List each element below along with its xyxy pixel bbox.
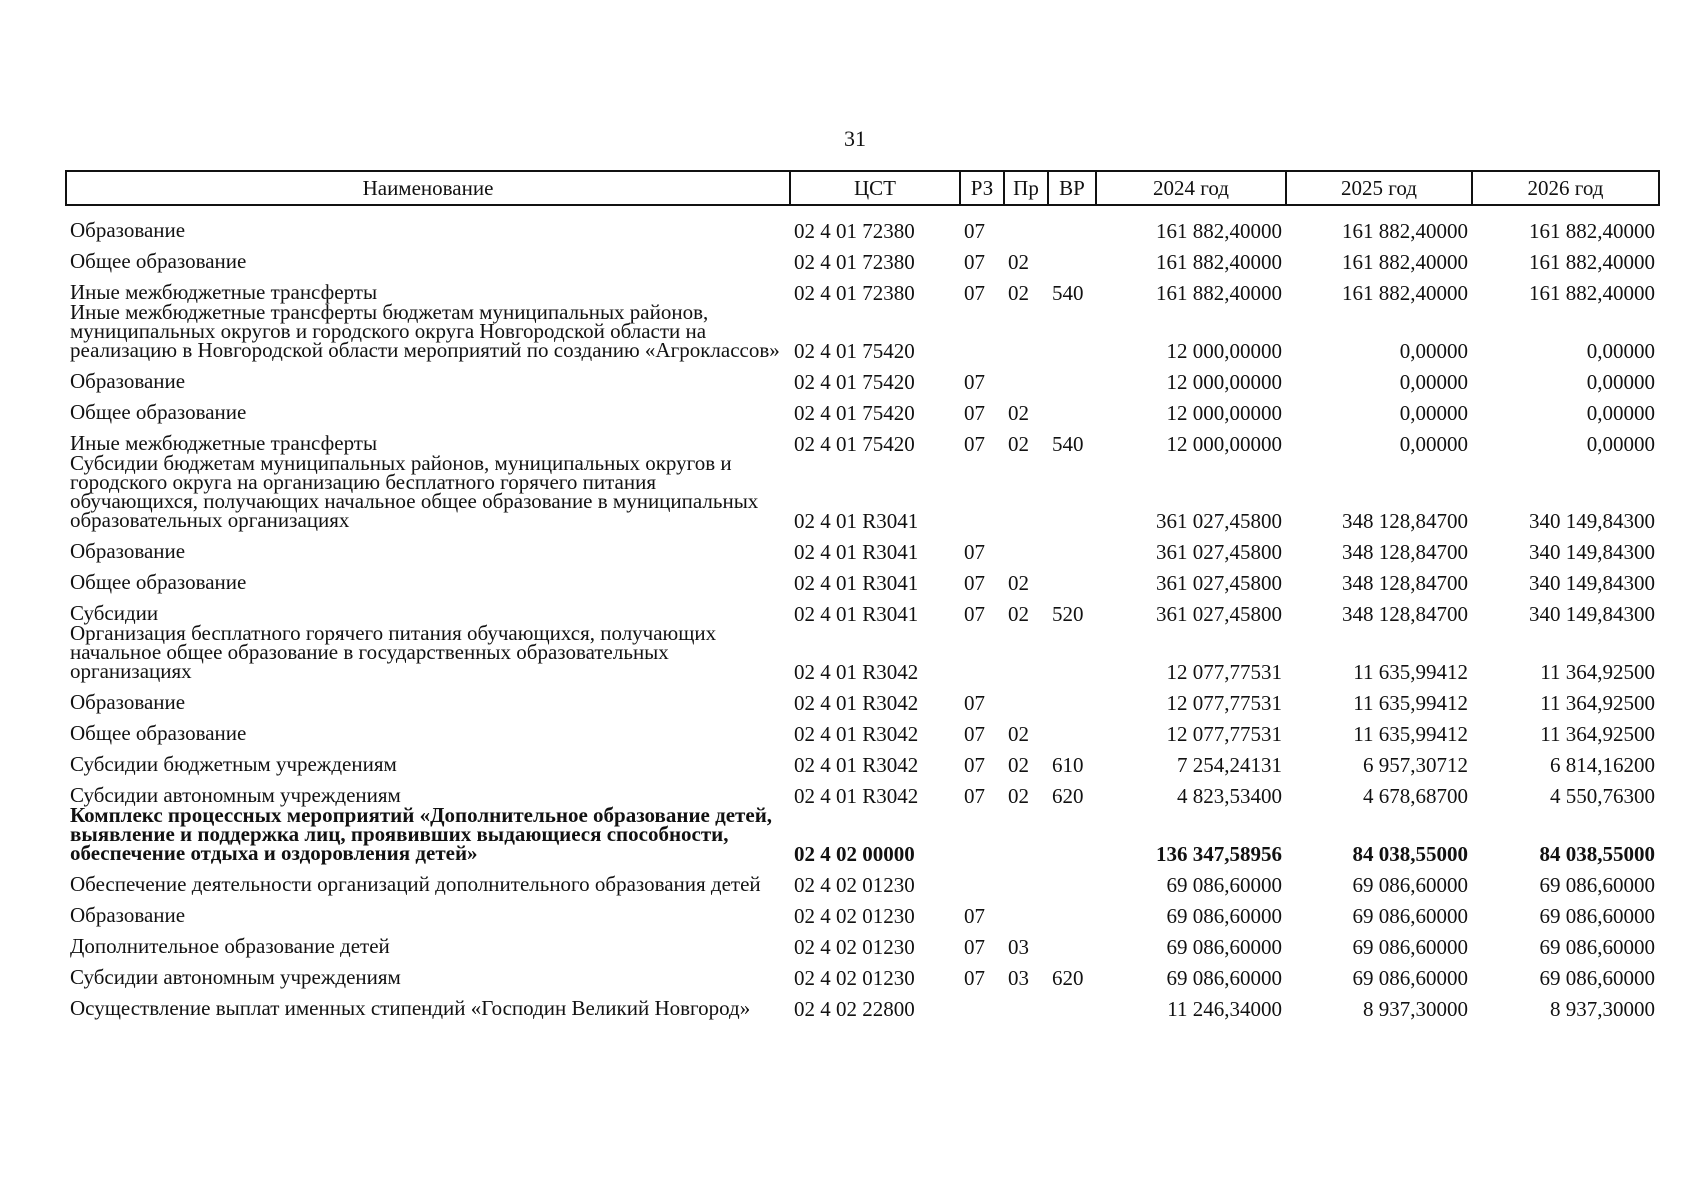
cell-2026: 161 882,40000 <box>1529 281 1655 305</box>
cell-2024: 12 000,00000 <box>1166 370 1282 394</box>
cell-cst: 02 4 02 01230 <box>794 935 915 959</box>
cell-2024: 69 086,60000 <box>1166 966 1282 990</box>
cell-name: Образование <box>70 218 186 242</box>
cell-2025: 69 086,60000 <box>1352 935 1468 959</box>
cell-2026: 11 364,92500 <box>1540 722 1655 746</box>
cell-name: Субсидии бюджетам муниципальных районов, муниципальных округов и городского округа на организацию бесплатного горячего питания обучающихся, получающих начальное общее образование в муниципальных образовательных организациях <box>70 451 759 532</box>
cell-2024: 12 077,77531 <box>1166 660 1282 684</box>
cell-rz: 07 <box>964 401 985 425</box>
cell-cst: 02 4 01 72380 <box>794 250 915 274</box>
cell-pr <box>1004 864 1048 895</box>
cell-pr: 02 <box>1008 753 1029 777</box>
cell-cst: 02 4 01 R3042 <box>794 722 919 746</box>
cell-rz <box>960 864 1004 895</box>
cell-cst: 02 4 01 R3041 <box>794 509 919 533</box>
cell-2025: 69 086,60000 <box>1352 873 1468 897</box>
cell-vr <box>1048 806 1096 864</box>
cell-2024: 12 077,77531 <box>1166 691 1282 715</box>
cell-2026: 69 086,60000 <box>1539 966 1655 990</box>
cell-2024: 69 086,60000 <box>1166 904 1282 928</box>
cell-cst: 02 4 01 72380 <box>794 219 915 243</box>
cell-2024: 12 077,77531 <box>1166 722 1282 746</box>
cell-2026: 0,00000 <box>1586 339 1655 363</box>
cell-2024: 11 246,34000 <box>1167 997 1282 1021</box>
cell-2024: 12 000,00000 <box>1166 401 1282 425</box>
cell-name: Иные межбюджетные трансферты бюджетам муниципальных районов, муниципальных округов и городского округа Новгородской области на реализацию в Новгородской области мероприятий по созданию «Агроклассов» <box>70 300 780 362</box>
table-row <box>66 957 1659 988</box>
cell-pr <box>1004 454 1048 531</box>
table-row <box>66 682 1659 713</box>
cell-pr <box>1004 895 1048 926</box>
table-row <box>66 926 1659 957</box>
header-row <box>66 171 1659 205</box>
cell-pr: 02 <box>1008 602 1029 626</box>
cell-rz: 07 <box>964 935 985 959</box>
cell-rz: 07 <box>964 753 985 777</box>
cell-cst: 02 4 02 00000 <box>794 842 915 866</box>
cell-rz: 07 <box>964 540 985 564</box>
table-row <box>66 895 1659 926</box>
cell-2025: 348 128,84700 <box>1342 540 1468 564</box>
cell-2024: 12 000,00000 <box>1166 339 1282 363</box>
cell-vr: 540 <box>1052 281 1084 305</box>
cell-vr <box>1048 988 1096 1019</box>
cell-name: Комплекс процессных мероприятий «Дополнительное образование детей, выявление и поддержка лиц, проявивших выдающиеся способности, обеспечение отдыха и оздоровления детей» <box>70 803 773 865</box>
table-row <box>66 272 1659 303</box>
budget-table <box>65 170 1660 1019</box>
column-header-rz: РЗ <box>960 171 1004 205</box>
cell-vr <box>1048 926 1096 957</box>
cell-rz: 07 <box>964 432 985 456</box>
cell-pr <box>1004 205 1048 241</box>
table-row <box>66 806 1659 864</box>
cell-pr <box>1004 303 1048 361</box>
cell-pr <box>1004 682 1048 713</box>
cell-name: Иные межбюджетные трансферты <box>70 280 378 304</box>
column-header-2026: 2026 год <box>1472 171 1659 205</box>
cell-vr <box>1048 361 1096 392</box>
cell-2024: 161 882,40000 <box>1156 281 1282 305</box>
cell-pr: 02 <box>1008 722 1029 746</box>
cell-2025: 0,00000 <box>1399 401 1468 425</box>
column-header-2024: 2024 год <box>1096 171 1286 205</box>
cell-2024: 12 000,00000 <box>1166 432 1282 456</box>
table-row <box>66 744 1659 775</box>
cell-cst: 02 4 01 R3041 <box>794 602 919 626</box>
cell-rz <box>960 303 1004 361</box>
table-row <box>66 864 1659 895</box>
table-row <box>66 454 1659 531</box>
cell-cst: 02 4 01 R3042 <box>794 784 919 808</box>
cell-vr <box>1048 682 1096 713</box>
cell-vr: 610 <box>1052 753 1084 777</box>
table-row <box>66 713 1659 744</box>
cell-2026: 4 550,76300 <box>1550 784 1655 808</box>
cell-2026: 69 086,60000 <box>1539 935 1655 959</box>
cell-name: Организация бесплатного горячего питания обучающихся, получающих начальное общее образование в государственных образовательных организациях <box>70 621 717 683</box>
cell-vr <box>1048 303 1096 361</box>
cell-name: Осуществление выплат именных стипендий «Господин Великий Новгород» <box>70 996 751 1020</box>
cell-vr <box>1048 895 1096 926</box>
cell-pr <box>1004 806 1048 864</box>
cell-name: Обеспечение деятельности организаций дополнительного образования детей <box>70 872 761 896</box>
cell-vr <box>1048 624 1096 682</box>
cell-2026: 6 814,16200 <box>1550 753 1655 777</box>
cell-rz <box>960 988 1004 1019</box>
cell-cst: 02 4 02 01230 <box>794 873 915 897</box>
cell-vr: 620 <box>1052 784 1084 808</box>
cell-2025: 0,00000 <box>1399 432 1468 456</box>
cell-2024: 4 823,53400 <box>1177 784 1282 808</box>
page-number: 31 <box>844 126 866 151</box>
cell-rz: 07 <box>964 722 985 746</box>
table-row <box>66 361 1659 392</box>
cell-rz: 07 <box>964 602 985 626</box>
cell-2026: 161 882,40000 <box>1529 250 1655 274</box>
table-row <box>66 593 1659 624</box>
cell-rz: 07 <box>964 571 985 595</box>
cell-2026: 340 149,84300 <box>1529 509 1655 533</box>
cell-vr <box>1048 562 1096 593</box>
cell-2025: 161 882,40000 <box>1342 219 1468 243</box>
table-row <box>66 624 1659 682</box>
cell-rz: 07 <box>964 784 985 808</box>
cell-2026: 8 937,30000 <box>1550 997 1655 1021</box>
cell-rz: 07 <box>964 219 985 243</box>
cell-cst: 02 4 02 01230 <box>794 904 915 928</box>
cell-2025: 69 086,60000 <box>1352 904 1468 928</box>
cell-cst: 02 4 01 R3041 <box>794 571 919 595</box>
column-header-name: Наименование <box>66 171 790 205</box>
cell-2026: 11 364,92500 <box>1540 660 1655 684</box>
cell-name: Общее образование <box>70 400 247 424</box>
cell-cst: 02 4 01 75420 <box>794 339 915 363</box>
cell-vr <box>1048 864 1096 895</box>
cell-name: Субсидии бюджетным учреждениям <box>70 752 397 776</box>
cell-vr: 520 <box>1052 602 1084 626</box>
cell-cst: 02 4 01 75420 <box>794 401 915 425</box>
table-row <box>66 423 1659 454</box>
cell-2026: 69 086,60000 <box>1539 873 1655 897</box>
cell-name: Образование <box>70 369 186 393</box>
cell-pr: 03 <box>1008 935 1029 959</box>
cell-2026: 161 882,40000 <box>1529 219 1655 243</box>
cell-name: Иные межбюджетные трансферты <box>70 431 378 455</box>
cell-2024: 136 347,58956 <box>1156 842 1282 866</box>
cell-2026: 340 149,84300 <box>1529 540 1655 564</box>
cell-2025: 161 882,40000 <box>1342 250 1468 274</box>
cell-rz: 07 <box>964 250 985 274</box>
cell-cst: 02 4 01 75420 <box>794 432 915 456</box>
cell-2024: 161 882,40000 <box>1156 219 1282 243</box>
cell-vr: 540 <box>1052 432 1084 456</box>
cell-2026: 0,00000 <box>1586 432 1655 456</box>
cell-2025: 84 038,55000 <box>1352 842 1468 866</box>
cell-cst: 02 4 02 01230 <box>794 966 915 990</box>
cell-pr: 02 <box>1008 250 1029 274</box>
cell-pr: 02 <box>1008 281 1029 305</box>
cell-cst: 02 4 01 R3042 <box>794 753 919 777</box>
table-row <box>66 205 1659 241</box>
cell-cst: 02 4 02 22800 <box>794 997 915 1021</box>
cell-2025: 4 678,68700 <box>1363 784 1468 808</box>
cell-2025: 161 882,40000 <box>1342 281 1468 305</box>
column-header-2025: 2025 год <box>1286 171 1472 205</box>
cell-2026: 0,00000 <box>1586 370 1655 394</box>
cell-name: Субсидии автономным учреждениям <box>70 965 401 989</box>
cell-2026: 0,00000 <box>1586 401 1655 425</box>
cell-rz: 07 <box>964 370 985 394</box>
cell-2025: 0,00000 <box>1399 339 1468 363</box>
cell-2024: 361 027,45800 <box>1156 602 1282 626</box>
cell-pr: 02 <box>1008 571 1029 595</box>
cell-2025: 348 128,84700 <box>1342 602 1468 626</box>
cell-vr <box>1048 713 1096 744</box>
table-row <box>66 562 1659 593</box>
cell-2025: 11 635,99412 <box>1353 660 1468 684</box>
cell-name: Образование <box>70 903 186 927</box>
table-row <box>66 392 1659 423</box>
cell-rz: 07 <box>964 691 985 715</box>
cell-2025: 348 128,84700 <box>1342 571 1468 595</box>
cell-pr <box>1004 988 1048 1019</box>
cell-rz: 07 <box>964 281 985 305</box>
cell-2026: 340 149,84300 <box>1529 602 1655 626</box>
cell-2025: 0,00000 <box>1399 370 1468 394</box>
cell-2024: 161 882,40000 <box>1156 250 1282 274</box>
table-header <box>66 171 1659 205</box>
cell-vr <box>1048 454 1096 531</box>
table-row <box>66 775 1659 806</box>
cell-rz <box>960 454 1004 531</box>
cell-pr: 03 <box>1008 966 1029 990</box>
cell-pr <box>1004 361 1048 392</box>
cell-2025: 6 957,30712 <box>1363 753 1468 777</box>
cell-name: Общее образование <box>70 249 247 273</box>
cell-rz <box>960 624 1004 682</box>
cell-2026: 69 086,60000 <box>1539 904 1655 928</box>
cell-2026: 340 149,84300 <box>1529 571 1655 595</box>
cell-vr <box>1048 241 1096 272</box>
cell-vr: 620 <box>1052 966 1084 990</box>
cell-name: Общее образование <box>70 721 247 745</box>
cell-cst: 02 4 01 R3041 <box>794 540 919 564</box>
table-row <box>66 303 1659 361</box>
cell-name: Дополнительное образование детей <box>70 934 390 958</box>
cell-vr <box>1048 205 1096 241</box>
table-body <box>66 205 1659 1019</box>
cell-2024: 69 086,60000 <box>1166 935 1282 959</box>
cell-2026: 11 364,92500 <box>1540 691 1655 715</box>
cell-pr: 02 <box>1008 401 1029 425</box>
cell-pr: 02 <box>1008 432 1029 456</box>
cell-pr <box>1004 531 1048 562</box>
cell-2024: 69 086,60000 <box>1166 873 1282 897</box>
column-header-cst: ЦСТ <box>790 171 960 205</box>
cell-cst: 02 4 01 75420 <box>794 370 915 394</box>
cell-cst: 02 4 01 72380 <box>794 281 915 305</box>
cell-2024: 361 027,45800 <box>1156 571 1282 595</box>
cell-2025: 11 635,99412 <box>1353 691 1468 715</box>
cell-2024: 361 027,45800 <box>1156 509 1282 533</box>
cell-rz: 07 <box>964 966 985 990</box>
cell-2025: 8 937,30000 <box>1363 997 1468 1021</box>
cell-pr <box>1004 624 1048 682</box>
cell-name: Субсидии <box>70 601 159 625</box>
cell-cst: 02 4 01 R3042 <box>794 660 919 684</box>
cell-rz: 07 <box>964 904 985 928</box>
cell-rz <box>960 806 1004 864</box>
cell-vr <box>1048 531 1096 562</box>
table-row <box>66 988 1659 1019</box>
cell-2026: 84 038,55000 <box>1539 842 1655 866</box>
cell-name: Субсидии автономным учреждениям <box>70 783 401 807</box>
cell-cst: 02 4 01 R3042 <box>794 691 919 715</box>
cell-2025: 11 635,99412 <box>1353 722 1468 746</box>
cell-2025: 348 128,84700 <box>1342 509 1468 533</box>
cell-2025: 69 086,60000 <box>1352 966 1468 990</box>
cell-name: Общее образование <box>70 570 247 594</box>
table-row <box>66 241 1659 272</box>
cell-2024: 361 027,45800 <box>1156 540 1282 564</box>
column-header-vr: ВР <box>1048 171 1096 205</box>
cell-pr: 02 <box>1008 784 1029 808</box>
cell-vr <box>1048 392 1096 423</box>
column-header-pr: Пр <box>1004 171 1048 205</box>
table-row <box>66 531 1659 562</box>
cell-name: Образование <box>70 539 186 563</box>
cell-name: Образование <box>70 690 186 714</box>
cell-2024: 7 254,24131 <box>1177 753 1282 777</box>
